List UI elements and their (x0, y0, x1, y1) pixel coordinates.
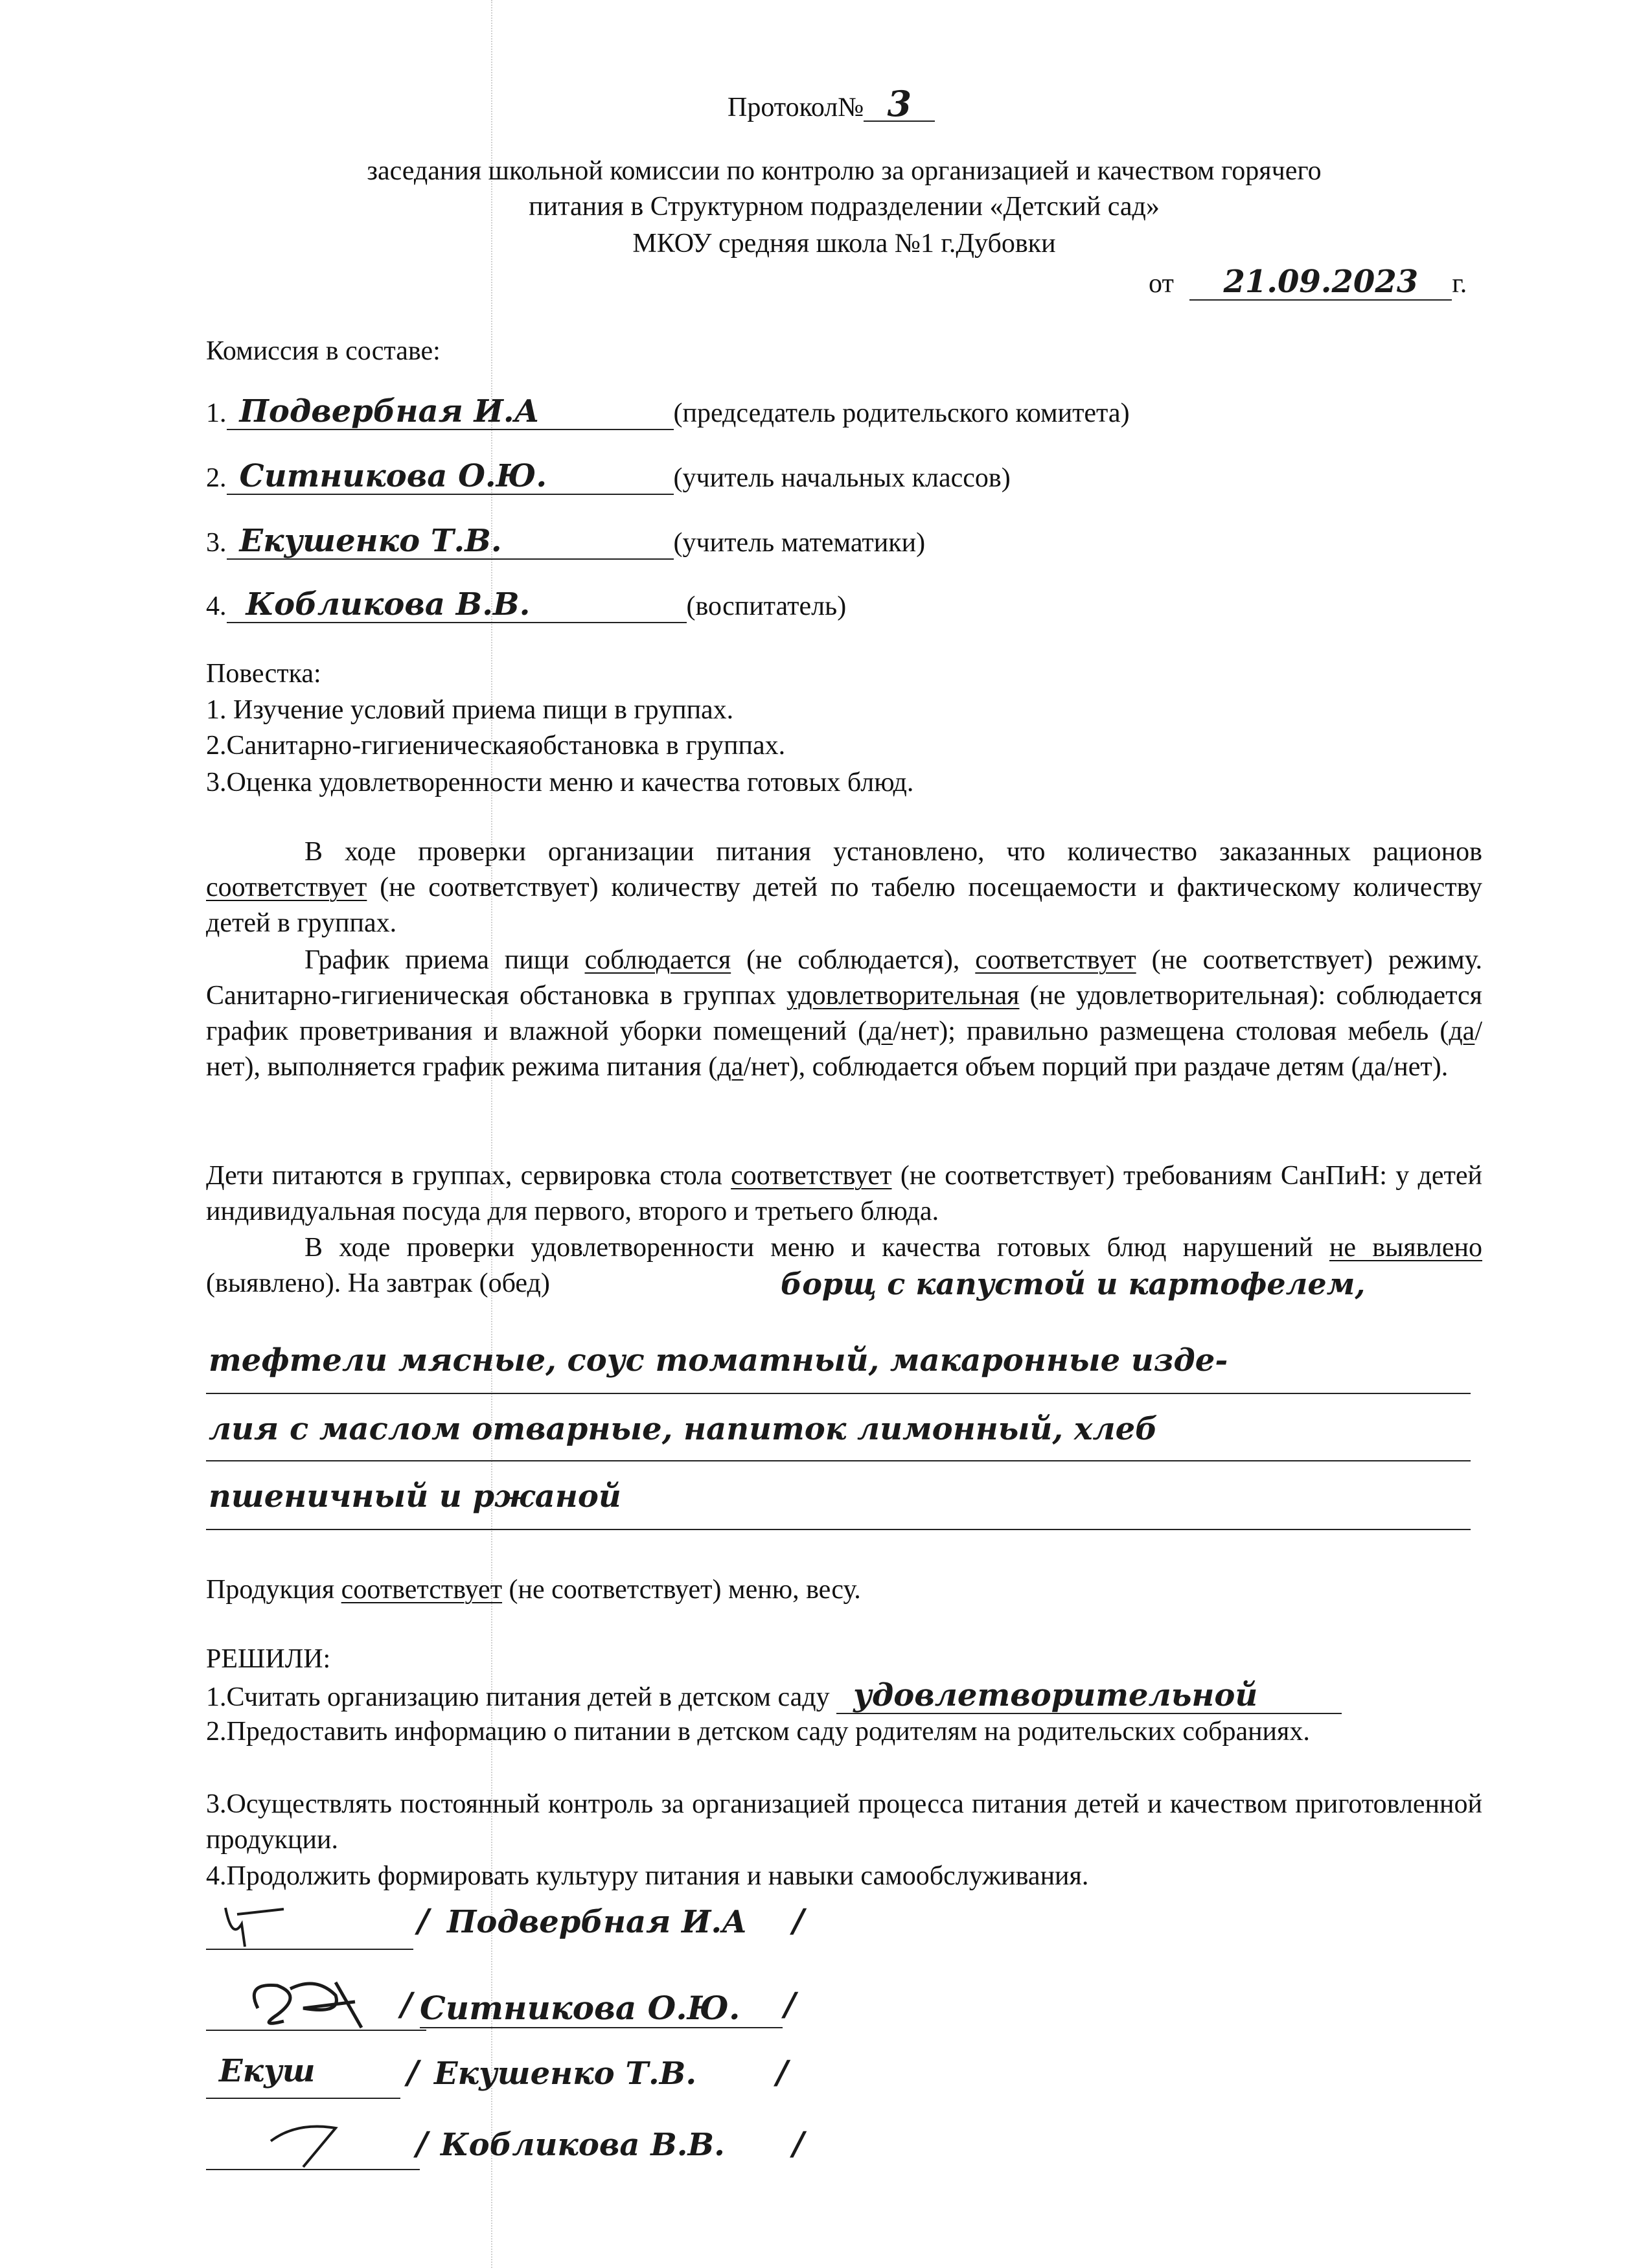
signature-slash-end: / (792, 2124, 805, 2162)
menu-line-3: лия с маслом отварные, напиток лимонный, хлеб (209, 1411, 1158, 1447)
underlined-choice: соблюдается (584, 945, 731, 975)
paragraph-1 (206, 834, 1482, 941)
member-num: 1. (206, 398, 227, 428)
text: В ходе проверки организации питания установлено, что количество заказанных рационов (304, 837, 1482, 867)
date-suffix: г. (1452, 269, 1467, 299)
signature-mark-2 (206, 1969, 426, 2034)
decision-heading: РЕШИЛИ: (206, 1644, 331, 1674)
member-num: 3. (206, 528, 227, 558)
agenda-item-1: 1. Изучение условий приема пищи в группах. (206, 695, 734, 725)
text: (не соответствует) режиму. Санитарно-гигиеническая обстановка в группах (206, 945, 1482, 1011)
protocol-title (728, 83, 935, 125)
signature-name-3: Екушенко Т.В. (434, 2056, 697, 2092)
title-prefix: Протокол№ (728, 93, 864, 122)
member-name: Ситникова О.Ю. (227, 459, 674, 495)
signature-slash-end: / (784, 1985, 796, 2023)
decision-1-value: удовлетворительной (836, 1678, 1342, 1714)
member-4 (206, 587, 846, 624)
paragraph-3 (206, 1158, 1482, 1230)
member-role: (председатель родительского комитета) (673, 398, 1130, 428)
text: 1.Считать организацию питания детей в детском саду (206, 1682, 830, 1712)
member-name: Кобликова В.В. (227, 587, 687, 623)
member-name: Подвербная И.А (227, 394, 674, 430)
underlined-choice: да (1449, 1016, 1475, 1046)
text: В ходе проверки удовлетворенности меню и качества готовых блюд нарушений (304, 1233, 1313, 1263)
text: /нет), соблюдается объем порций при раздаче детям (да/нет). (743, 1052, 1449, 1082)
member-role: (учитель начальных классов) (673, 463, 1011, 493)
signature-mark-1 (206, 1895, 413, 1953)
commission-heading: Комиссия в составе: (206, 336, 441, 366)
date-line (1149, 264, 1467, 301)
underlined-choice: да (717, 1052, 744, 1082)
signature-row-2 (206, 1969, 854, 2034)
text: (не соответствует) меню, весу. (509, 1575, 861, 1605)
signature-slash-end: / (792, 1901, 805, 1940)
decision-2: 2.Предоставить информацию о питании в детском саду родителям на родительских собраниях. (206, 1717, 1310, 1747)
member-1 (206, 394, 1130, 431)
decision-4: 4.Продолжить формировать культуру питания и навыки самообслуживания. (206, 1861, 1089, 1891)
subtitle-line-1: заседания школьной комиссии по контролю за организацией и качеством горячего (367, 156, 1322, 186)
text: (не соответствует) требованиям СанПиН: у детей индивидуальная посуда для первого, второго и третьего блюда. (206, 1161, 1483, 1226)
menu-line-2: тефтели мясные, соус томатный, макаронные изде- (209, 1342, 1228, 1379)
text: (выявлено). На завтрак (обед) (206, 1268, 550, 1298)
subtitle-line-3: МКОУ средняя школа №1 г.Дубовки (632, 229, 1056, 258)
underlined-choice: соответствует (206, 873, 367, 902)
signature-slash: / (407, 2053, 419, 2091)
subtitle-line-2: питания в Структурном подразделении «Детский сад» (529, 192, 1160, 222)
signature-mark-3-line (206, 2044, 400, 2102)
text: График приема пищи (304, 945, 569, 975)
signature-mark-3: Екуш (219, 2053, 315, 2089)
member-role: (воспитатель) (686, 591, 847, 621)
underlined-choice: не выявлено (1329, 1233, 1482, 1263)
underlined-choice: соответствует (975, 945, 1136, 975)
decision-3: 3.Осуществлять постоянный контроль за организацией процесса питания детей и качеством приготовленной продукции. (206, 1789, 1482, 1855)
agenda-heading: Повестка: (206, 659, 321, 689)
agenda-item-3: 3.Оценка удовлетворенности меню и качества готовых блюд. (206, 768, 914, 797)
protocol-number: 3 (864, 87, 935, 122)
text: /нет); правильно размещена столовая мебель ( (893, 1016, 1449, 1046)
paragraph-5 (206, 1572, 861, 1607)
underlined-choice: да (867, 1016, 893, 1046)
member-num: 4. (206, 591, 227, 621)
signature-name-4: Кобликова В.В. (441, 2127, 725, 2163)
decision-1 (206, 1678, 1342, 1715)
menu-underline-3 (206, 1460, 1471, 1461)
text: /нет), выполняется график режима питания ( (206, 1016, 1482, 1082)
member-2 (206, 459, 1011, 496)
member-num: 2. (206, 463, 227, 493)
agenda-item-2: 2.Санитарно-гигиеническаяобстановка в группах. (206, 731, 786, 761)
member-3 (206, 523, 925, 560)
text: (не удовлетворительная): соблюдается график проветривания и влажной уборки помещений ( (206, 981, 1482, 1046)
underlined-choice: удовлетворительная (786, 981, 1020, 1011)
paragraph-2 (206, 943, 1482, 1085)
member-name: Екушенко Т.В. (227, 523, 674, 560)
text: (не соответствует) количеству детей по табелю посещаемости и фактическому количеству детей в группах. (206, 873, 1483, 938)
signature-row-4 (206, 2115, 854, 2173)
signature-name-1: Подвербная И.А (447, 1904, 748, 1940)
date-prefix: от (1149, 269, 1174, 299)
underlined-choice: соответствует (341, 1575, 503, 1605)
text: Дети питаются в группах, сервировка стола (206, 1161, 722, 1191)
signature-slash-end: / (776, 2053, 788, 2091)
signature-name-2: Ситникова О.Ю. (420, 1989, 783, 2028)
menu-line-4: пшеничный и ржаной (209, 1478, 621, 1515)
protocol-date: 21.09.2023 (1189, 264, 1452, 301)
signature-slash: / (400, 1985, 413, 2023)
underlined-choice: соответствует (731, 1161, 892, 1191)
menu-underline-4 (206, 1529, 1471, 1530)
signature-mark-4 (206, 2115, 420, 2173)
text: (не соблюдается), (746, 945, 960, 975)
signature-row-1 (206, 1895, 854, 1953)
text: Продукция (206, 1575, 335, 1605)
menu-line-1: борщ с капустой и картофелем, (781, 1266, 1366, 1301)
menu-underline-2 (206, 1393, 1471, 1394)
member-role: (учитель математики) (673, 528, 926, 558)
signature-slash: / (417, 1901, 430, 1940)
signature-row-3 (206, 2044, 854, 2102)
signature-slash: / (416, 2124, 428, 2162)
